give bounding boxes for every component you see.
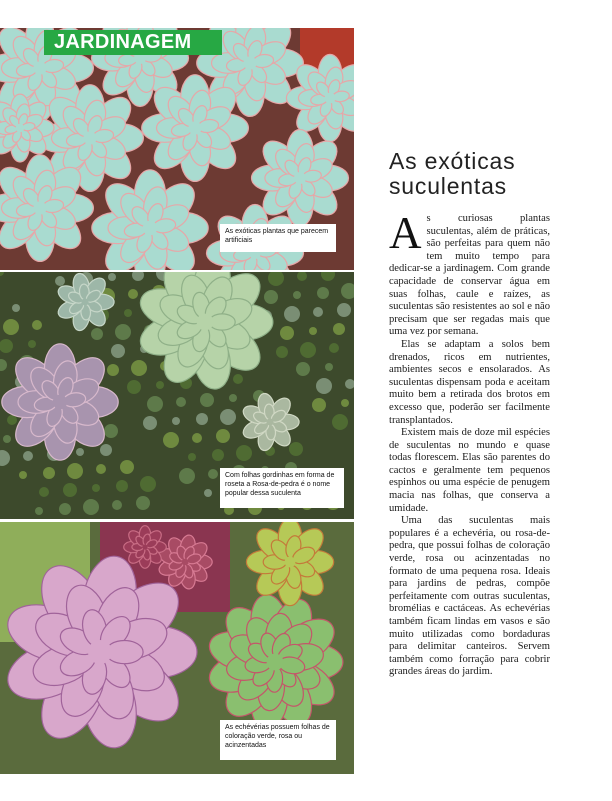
section-badge: JARDINAGEM — [44, 30, 222, 55]
photo-caption-2: Com folhas gordinhas em forma de roseta a Rosa-de-pedra é o nome popular dessa suculenta — [220, 468, 344, 508]
article-paragraph-4: Uma das suculentas mais populares é a echevéria, ou rosa-de-pedra, que possui folhas de coloração verde, rosa ou acinzentadas no formato de uma pequena rosa. Ideais para jardins de pedras, compõe perfeitamente com outras suculentas, bromélias e cactáceas. As echevérias também ficam lindas em vasos e são muito utilizadas como bordaduras para delimitar canteiros. Servem também como forração para cobrir grandes áreas do jardim. — [389, 515, 550, 678]
photo-caption-1: As exóticas plantas que parecem artificiais — [220, 224, 336, 252]
article-paragraph-2: Elas se adaptam a solos bem drenados, ricos em nutrientes, ambientes secos e ensolarados. As suculentas dispensam poda e aceitam muito bem a retirada dos brotos em excesso que, poderão ser facilmente transplantados. — [389, 338, 550, 426]
photo-caption-3: As echévérias possuem folhas de coloração verde, rosa ou acinzentadas — [220, 720, 336, 760]
article-paragraph-1: As curiosas plantas suculentas, além de práticas, são perfeitas para quem não tem muito tempo para dedicar-se a jardinagem. Com grande capacidade de conservar água em suas folhas, caule e raízes, as suculentas são resistentes ao sol e não precisam que ser regadas mais que uma vez por semana. — [389, 208, 550, 338]
drop-cap: A — [389, 208, 422, 258]
article-body — [389, 208, 550, 679]
article-title: As exóticas suculentas — [389, 148, 516, 199]
article-paragraph-3: Existem mais de doze mil espécies de suculentas no mundo e quase todas florescem. Elas são parentes do cactos e geralmente tem pequenos espinhos ou uma espécie de penugem macia nas folhas, que conserva a umidade. — [389, 427, 550, 514]
